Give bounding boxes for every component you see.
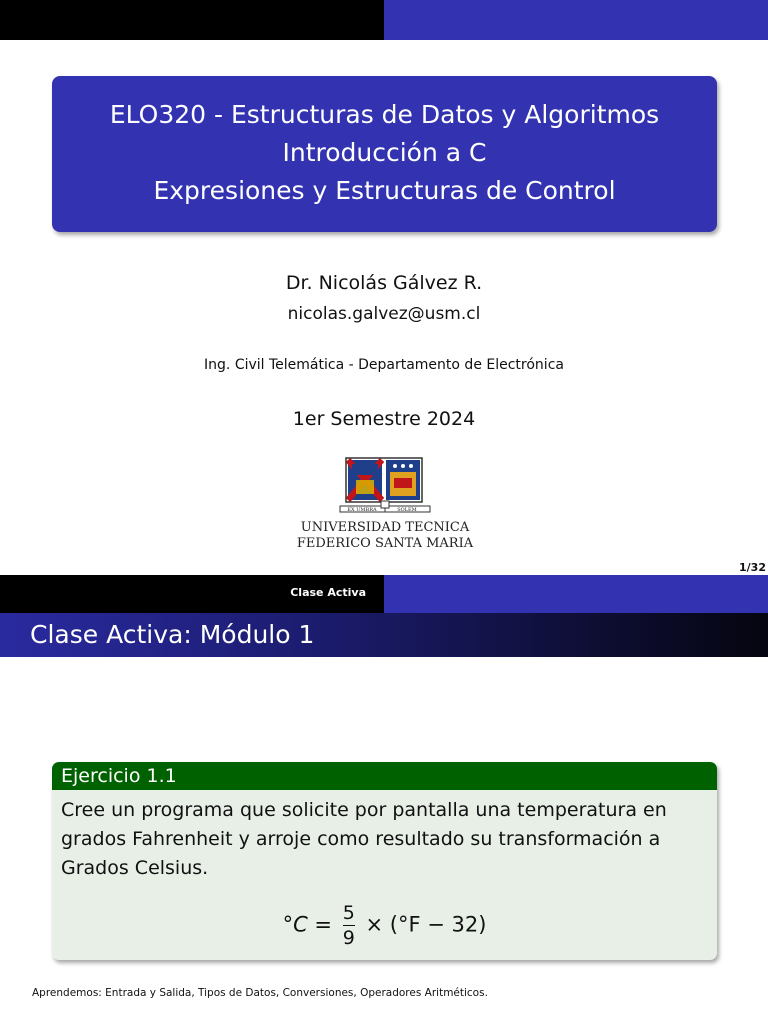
conversion-formula	[52, 902, 717, 949]
title-line-2: Introducción a C	[282, 138, 487, 167]
university-logo	[290, 456, 480, 556]
page-number: 1/32	[739, 561, 766, 574]
title-box	[52, 76, 717, 232]
header-bar-right	[384, 575, 768, 613]
formula-fraction	[343, 902, 355, 949]
formula-denominator: 9	[342, 927, 355, 949]
header-bar-right	[384, 0, 768, 40]
author-name: Dr. Nicolás Gálvez R.	[285, 272, 483, 294]
slide2-header-bar	[0, 575, 768, 613]
logo-motto-right: SOLEM	[397, 507, 417, 513]
header-bar-left	[0, 575, 384, 613]
frame-title-bar	[0, 613, 768, 657]
exercise-block-title: Ejercicio 1.1	[52, 762, 717, 790]
section-label[interactable]: Clase Activa	[290, 586, 366, 599]
fraction-bar	[343, 925, 355, 926]
footer-note: Aprendemos: Entrada y Salida, Tipos de Datos, Conversiones, Operadores Aritméticos.	[32, 987, 488, 999]
frame-title: Clase Activa: Módulo 1	[30, 620, 315, 649]
title-line-1: ELO320 - Estructuras de Datos y Algoritmos	[109, 100, 660, 129]
semester-date: 1er Semestre 2024	[292, 408, 476, 430]
logo-motto-left: EX UMBRA	[347, 507, 377, 513]
author-email: nicolas.galvez@usm.cl	[287, 304, 481, 324]
formula-numerator: 5	[342, 902, 355, 924]
formula-lhs: °C =	[282, 912, 333, 937]
slide1-header-bar	[0, 0, 768, 40]
exercise-block-body: Cree un programa que solicite por pantalla una temperatura en grados Fahrenheit y arroje como resultado su transformación a Grados Celsius.	[61, 799, 667, 879]
usm-coat-of-arms-icon	[290, 456, 480, 518]
title-line-3: Expresiones y Estructuras de Control	[153, 176, 616, 205]
exercise-block	[52, 762, 717, 960]
header-bar-left	[0, 0, 384, 40]
institute: Ing. Civil Telemática - Departamento de Electrónica	[204, 357, 564, 373]
university-name-line-2: FEDERICO SANTA MARIA	[296, 536, 474, 551]
university-name-line-1: UNIVERSIDAD TECNICA	[300, 520, 470, 535]
formula-rhs: × (°F − 32)	[365, 912, 487, 937]
